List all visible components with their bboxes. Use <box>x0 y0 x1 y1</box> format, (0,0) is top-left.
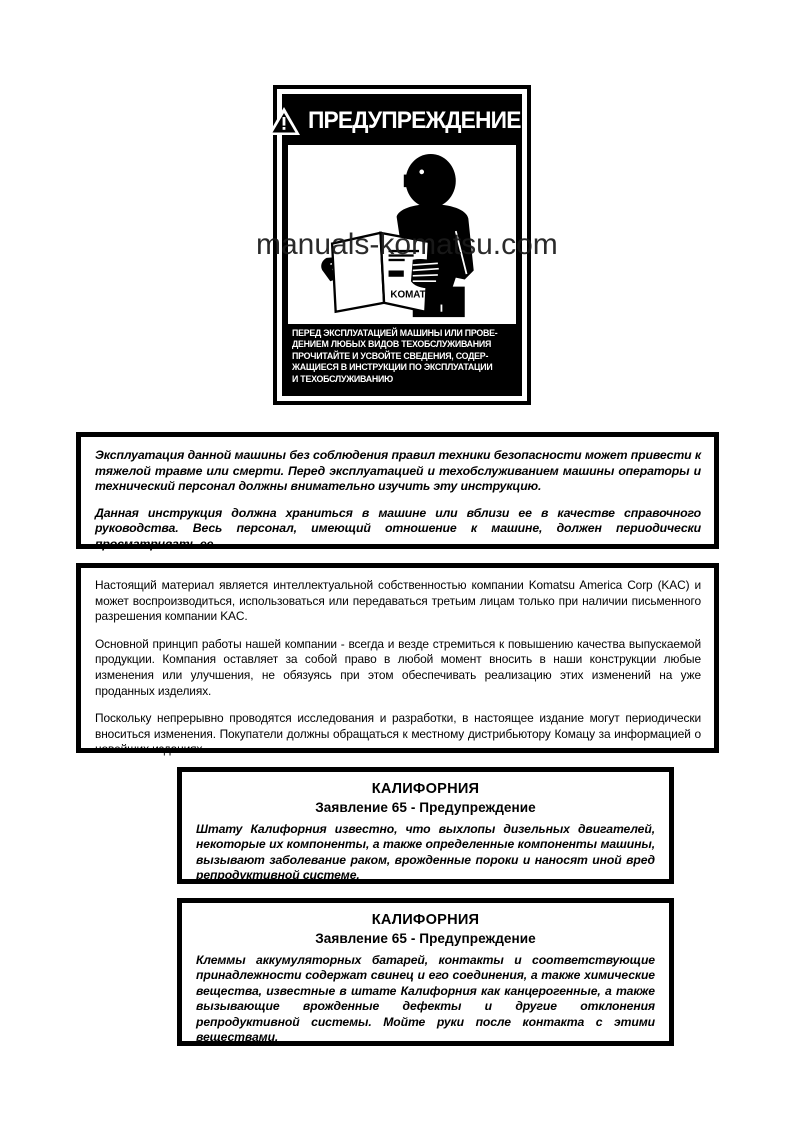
warning-triangle-icon <box>267 106 301 136</box>
watermark-text: manuals-komatsu.com <box>256 228 558 261</box>
warning-footer-line: ДЕНИЕМ ЛЮБЫХ ВИДОВ ТЕХОБСЛУЖИВАНИЯ <box>292 339 492 350</box>
svg-text:KOMATSU: KOMATSU <box>390 289 440 301</box>
california-title: КАЛИФОРНИЯ <box>371 912 480 928</box>
california-body: Штату Калифорния известно, что выхлопы дизельных двигателей, некоторые их компоненты, а также определенные компоненты машины, вызывают заболевание раком, врожденные пороки и наносят иной вред репродуктивной системе. <box>196 822 655 883</box>
copyright-notice-block <box>76 563 719 757</box>
california-body: Клеммы аккумуляторных батарей, контакты и соответствующие принадлежности содержат свинец и его соединения, а также химические вещества, известные в штате Калифорния как канцерогенные, а также вызывающие врожденные дефекты и другие отклонения репродуктивной системы. Мойте руки после контакта с этими веществами. <box>196 953 655 1045</box>
copyright-paragraph: Основной принцип работы нашей компании - всегда и везде стремиться к повышению качества выпускаемой продукции. Компания оставляет за собой право в любой момент вносить в наши конструкции любые изменения или улучшения, не обязуясь при этом обеспечивать реализацию этих изменений на уже проданных изделиях. <box>95 636 701 698</box>
california-prop65-block-1 <box>177 767 674 884</box>
safety-paragraph: Данная инструкция должна храниться в машине или вблизи ее в качестве справочного руководства. Весь персонал, имеющий отношение к машине, должен периодически просматривать ее. <box>95 505 701 551</box>
safety-paragraph: Эксплуатация данной машины без соблюдения правил техники безопасности может привести к тяжелой травме или смерти. Перед эксплуатацией и техобслуживанием машины операторы и технический персонал должны внимательно изучить эту инструкцию. <box>95 448 701 494</box>
warning-footer-line: ПРОЧИТАЙТЕ И УСВОЙТЕ СВЕДЕНИЯ, СОДЕР- <box>292 350 489 361</box>
warning-footer-line: ПЕРЕД ЭКСПЛУАТАЦИЕЙ МАШИНЫ ИЛИ ПРОВЕ- <box>292 327 498 338</box>
safety-notice-block <box>76 432 719 549</box>
california-prop65-block-2 <box>177 898 674 1046</box>
warning-sign-header <box>288 100 521 145</box>
california-subtitle: Заявление 65 - Предупреждение <box>315 931 536 946</box>
warning-footer-line: ЖАЩИЕСЯ В ИНСТРУКЦИИ ПО ЭКСПЛУАТАЦИИ <box>292 362 493 373</box>
warning-sign-title: ПРЕДУПРЕЖДЕНИЕ <box>308 107 521 135</box>
warning-sign-footer <box>288 324 516 390</box>
california-title: КАЛИФОРНИЯ <box>371 781 480 797</box>
california-subtitle: Заявление 65 - Предупреждение <box>315 800 536 815</box>
warning-footer-line: И ТЕХОБСЛУЖИВАНИЮ <box>292 373 393 384</box>
copyright-paragraph: Поскольку непрерывно проводятся исследования и разработки, в настоящее издание могут периодически вноситься изменения. Покупатели должны обращаться к местному дистрибьютору Комацу за информацией о новейших изданиях. <box>95 711 701 757</box>
copyright-paragraph: Настоящий материал является интеллектуальной собственностью компании Komatsu America Corp (KAC) и может воспроизводиться, использоваться или передаваться третьим лицам только при наличии письменного разрешения компании KAC. <box>95 578 701 624</box>
